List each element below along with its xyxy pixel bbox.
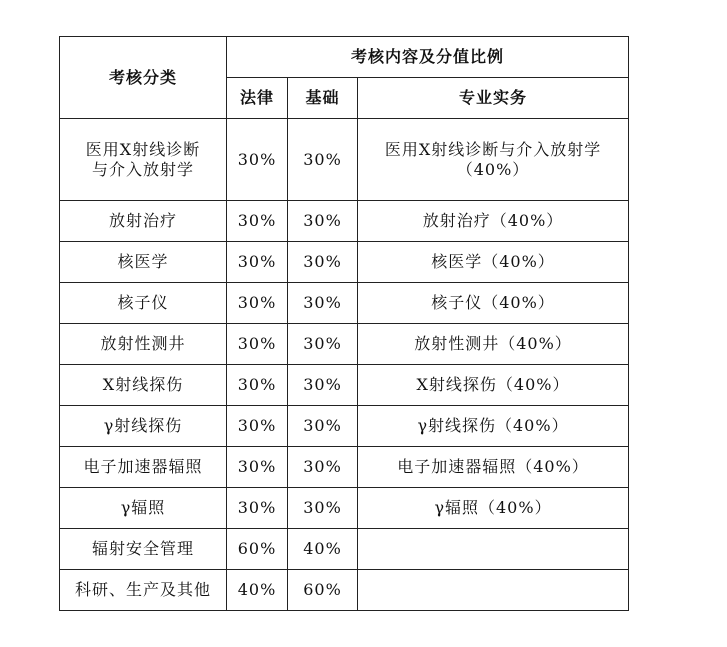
- practice-cell: 核医学（40%）: [358, 242, 629, 283]
- category-cell: 核子仪: [60, 283, 227, 324]
- law-cell: 30%: [227, 283, 288, 324]
- practice-cell: X射线探伤（40%）: [358, 365, 629, 406]
- category-cell: X射线探伤: [60, 365, 227, 406]
- practice-cell: [358, 529, 629, 570]
- basic-cell: 30%: [288, 488, 358, 529]
- header-law: 法律: [227, 78, 288, 119]
- header-basic: 基础: [288, 78, 358, 119]
- category-cell: 辐射安全管理: [60, 529, 227, 570]
- law-cell: 30%: [227, 119, 288, 201]
- header-category: 考核分类: [60, 37, 227, 119]
- law-cell: 30%: [227, 242, 288, 283]
- header-content-group: 考核内容及分值比例: [227, 37, 629, 78]
- basic-cell: 30%: [288, 365, 358, 406]
- table-row: [60, 283, 629, 324]
- table-row: [60, 406, 629, 447]
- practice-cell: [358, 570, 629, 611]
- basic-cell: 30%: [288, 242, 358, 283]
- practice-cell: γ射线探伤（40%）: [358, 406, 629, 447]
- header-row-top: [60, 37, 629, 78]
- practice-cell: 放射性测井（40%）: [358, 324, 629, 365]
- category-cell: 核医学: [60, 242, 227, 283]
- table-row: [60, 201, 629, 242]
- law-cell: 30%: [227, 406, 288, 447]
- table-row: [60, 570, 629, 611]
- basic-cell: 30%: [288, 324, 358, 365]
- basic-cell: 30%: [288, 283, 358, 324]
- practice-line: （40%）: [456, 159, 530, 179]
- category-cell: 放射性测井: [60, 324, 227, 365]
- exam-table: [59, 36, 629, 611]
- law-cell: 30%: [227, 365, 288, 406]
- table-row: [60, 119, 629, 201]
- practice-line: 医用X射线诊断与介入放射学: [384, 139, 602, 159]
- practice-cell: 核子仪（40%）: [358, 283, 629, 324]
- basic-cell: 30%: [288, 119, 358, 201]
- table-row: [60, 447, 629, 488]
- law-cell: 40%: [227, 570, 288, 611]
- practice-cell: γ辐照（40%）: [358, 488, 629, 529]
- category-cell: 电子加速器辐照: [60, 447, 227, 488]
- basic-cell: 60%: [288, 570, 358, 611]
- law-cell: 60%: [227, 529, 288, 570]
- category-line: 医用X射线诊断: [85, 139, 201, 159]
- law-cell: 30%: [227, 447, 288, 488]
- basic-cell: 30%: [288, 447, 358, 488]
- category-cell: 放射治疗: [60, 201, 227, 242]
- law-cell: 30%: [227, 201, 288, 242]
- category-cell: 科研、生产及其他: [60, 570, 227, 611]
- table-row: [60, 242, 629, 283]
- table-row: [60, 529, 629, 570]
- category-line: 与介入放射学: [91, 159, 194, 179]
- table-row: [60, 365, 629, 406]
- table-row: [60, 488, 629, 529]
- practice-cell: 放射治疗（40%）: [358, 201, 629, 242]
- category-cell: γ辐照: [60, 488, 227, 529]
- category-cell: [60, 119, 227, 201]
- practice-cell: [358, 119, 629, 201]
- law-cell: 30%: [227, 488, 288, 529]
- practice-cell: 电子加速器辐照（40%）: [358, 447, 629, 488]
- basic-cell: 30%: [288, 406, 358, 447]
- category-cell: γ射线探伤: [60, 406, 227, 447]
- basic-cell: 40%: [288, 529, 358, 570]
- table-row: [60, 324, 629, 365]
- law-cell: 30%: [227, 324, 288, 365]
- basic-cell: 30%: [288, 201, 358, 242]
- header-practice: 专业实务: [358, 78, 629, 119]
